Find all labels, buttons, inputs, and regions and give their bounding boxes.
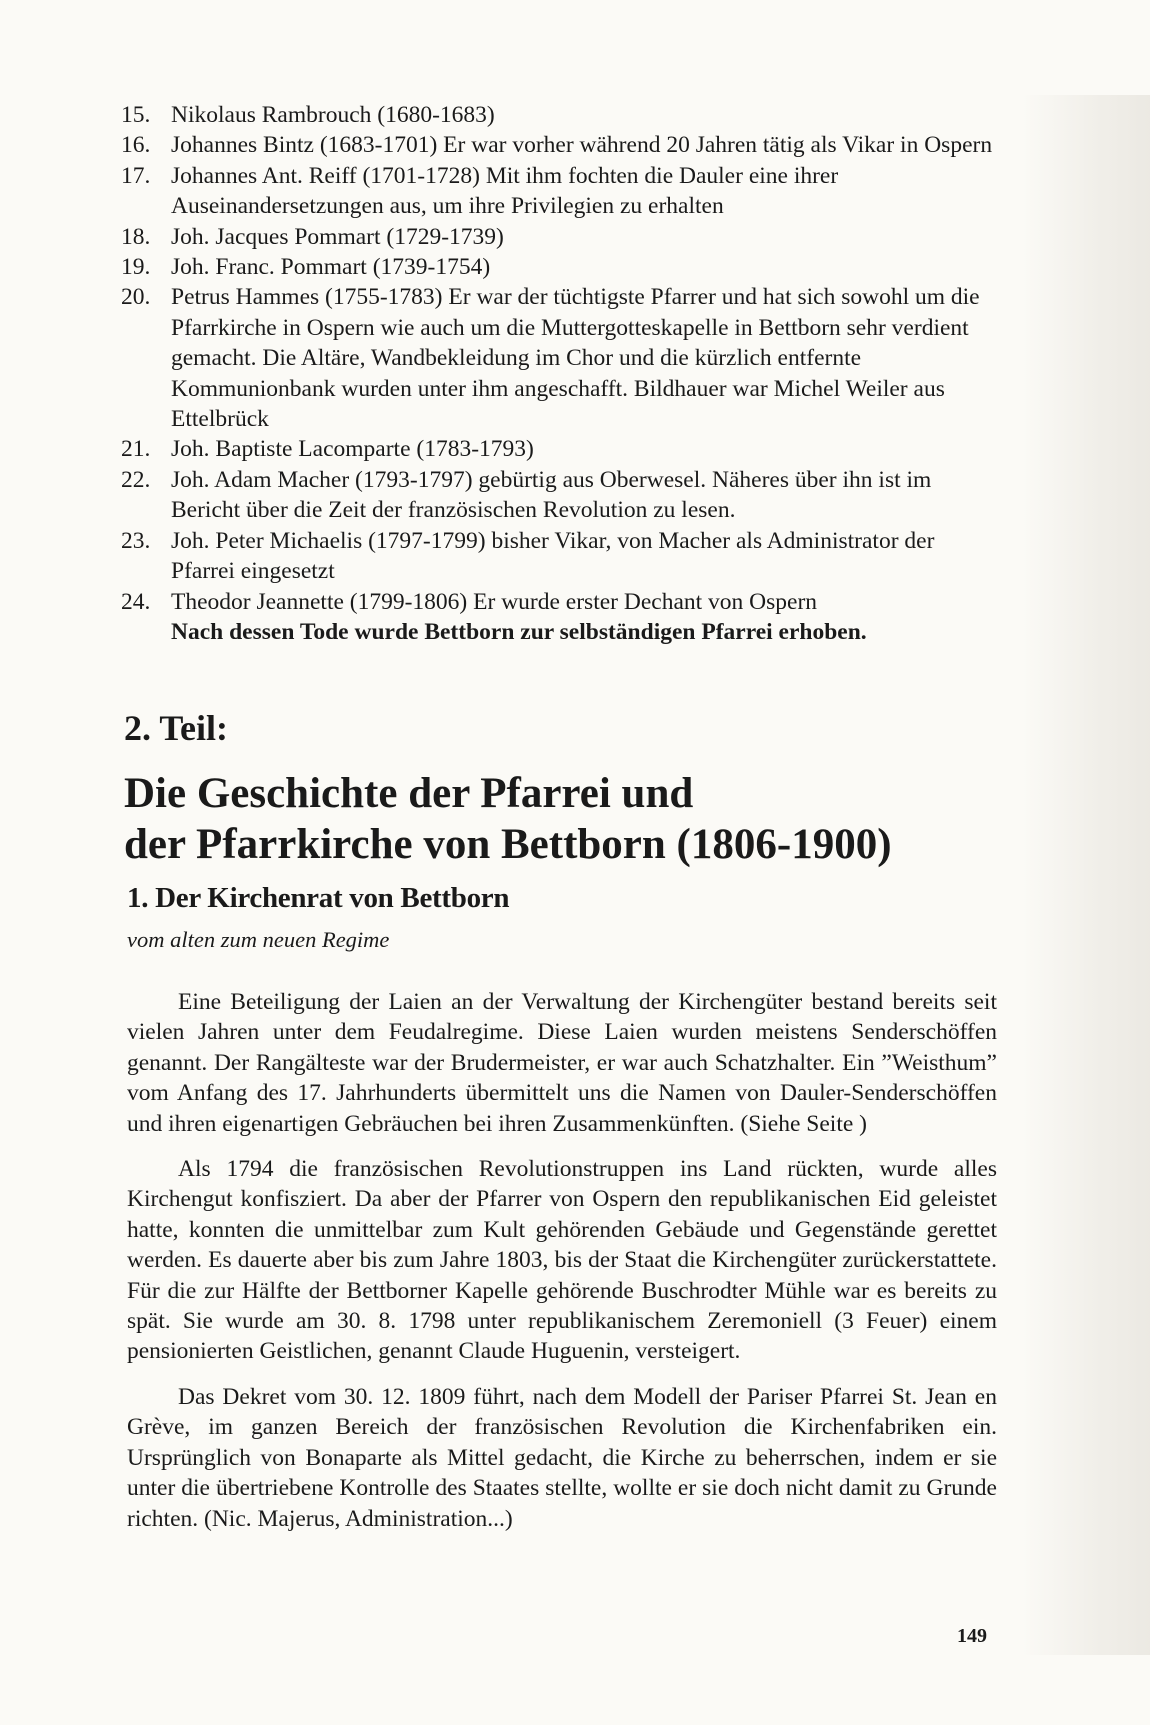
list-item-bold-note: Nach dessen Tode wurde Bettborn zur selbständigen Pfarrei erhoben. xyxy=(171,618,867,645)
list-item-number: 22. xyxy=(121,466,151,493)
list-item-text: Joh. Baptiste Lacomparte (1783-1793) xyxy=(171,436,534,463)
list-item xyxy=(121,526,1001,587)
list-item xyxy=(121,587,1001,648)
body-text xyxy=(127,987,997,1549)
paragraph: Das Dekret vom 30. 12. 1809 führt, nach dem Modell der Pariser Pfarrei St. Jean en Grève, im ganzen Bereich der französischen Revolution die Kirchenfabriken ein. Ursprünglich von Bonaparte als Mittel gedacht, die Kirche zu beherrschen, indem er sie unter die übertriebene Kontrolle des Staates stellte, wollte er sie doch nicht damit zu Grunde richten. (Nic. Majerus, Administration...) xyxy=(127,1383,997,1532)
list-item xyxy=(121,282,1001,434)
list-item-number: 18. xyxy=(121,223,151,250)
list-item-text: Petrus Hammes (1755-1783) Er war der tüchtigste Pfarrer und hat sich sowohl um die Pfarrkirche in Ospern wie auch um die Muttergotteskapelle in Bettborn sehr verdient gemacht. Die Altäre, Wandbekleidung im Chor und die kürzlich entfernte Kommunionbank wurden unter ihm angeschafft. Bildhauer war Michel Weiler aus Ettelbrück xyxy=(171,284,980,433)
paragraph: Als 1794 die französischen Revolutionstruppen ins Land rückten, wurde alles Kirchengut konfisziert. Da aber der Pfarrer von Ospern den republikanischen Eid geleistet hatte, konnten die unmittelbar zum Kult gehörenden Gebäude und Gegenstände gerettet werden. Es dauerte aber bis zum Jahre 1803, bis der Staat die Kirchengüter zurückerstattete. Für die zur Hälfte der Bettborner Kapelle gehörende Buschrodter Mühle war es bereits zu spät. Sie wurde am 30. 8. 1798 unter republikanischem Zeremoniell (3 Feuer) einem pensionierten Geistlichen, genannt Claude Huguenin, versteigert. xyxy=(127,1156,997,1365)
list-item-text: Joh. Franc. Pommart (1739-1754) xyxy=(171,254,491,281)
list-item-text: Joh. Peter Michaelis (1797-1799) bisher Vikar, von Macher als Administrator der Pfarrei eingesetzt xyxy=(171,527,935,585)
list-item xyxy=(121,100,1001,130)
list-item-number: 21. xyxy=(121,436,151,463)
list-item-number: 16. xyxy=(121,132,151,159)
list-item xyxy=(121,465,1001,526)
pastor-list xyxy=(121,100,1001,647)
list-item xyxy=(121,130,1001,160)
facing-page-bleed xyxy=(1022,95,1150,1655)
page-number: 149 xyxy=(957,1625,987,1647)
section-subtitle: vom alten zum neuen Regime xyxy=(127,927,390,952)
list-item-number: 24. xyxy=(121,588,151,615)
list-item-content xyxy=(171,587,1001,648)
list-item-number: 15. xyxy=(121,102,151,128)
list-item-text: Johannes Bintz (1683-1701) Er war vorher während 20 Jahren tätig als Vikar in Ospern xyxy=(171,132,993,159)
list-item xyxy=(121,434,1001,464)
chapter-heading-line-1: Die Geschichte der Pfarrei und xyxy=(124,770,694,817)
list-item-text: Joh. Jacques Pommart (1729-1739) xyxy=(171,223,504,250)
list-item-number: 23. xyxy=(121,527,151,554)
list-item-text: Theodor Jeannette (1799-1806) Er wurde erster Dechant von Ospern xyxy=(171,588,818,615)
list-item-text: Joh. Adam Macher (1793-1797) gebürtig aus Oberwesel. Näheres über ihn ist im Bericht über die Zeit der französischen Revolution zu lesen. xyxy=(171,466,932,524)
chapter-heading xyxy=(124,768,1024,870)
section-title: 1. Der Kirchenrat von Bettborn xyxy=(127,882,510,914)
list-item xyxy=(121,222,1001,252)
list-item-number: 20. xyxy=(121,284,151,311)
list-item-number: 17. xyxy=(121,162,151,189)
list-item-number: 19. xyxy=(121,254,151,281)
list-item-text: Nikolaus Rambrouch (1680-1683) xyxy=(171,102,495,128)
list-item xyxy=(121,161,1001,222)
list-item xyxy=(121,252,1001,282)
part-label: 2. Teil: xyxy=(124,708,229,748)
chapter-heading-line-2: der Pfarrkirche von Bettborn (1806-1900) xyxy=(124,821,892,868)
list-item-text: Johannes Ant. Reiff (1701-1728) Mit ihm fochten die Dauler eine ihrer Auseinandersetzungen aus, um ihre Privilegien zu erhalten xyxy=(171,162,839,220)
paragraph: Eine Beteiligung der Laien an der Verwaltung der Kirchengüter bestand bereits seit vielen Jahren unter dem Feudalregime. Diese Laien wurden meistens Senderschöffen genannt. Der Rangälteste war der Brudermeister, er war auch Schatzhalter. Ein ”Weisthum” vom Anfang des 17. Jahrhunderts übermittelt uns die Namen von Dauler-Senderschöffen und ihren eigenartigen Gebräuchen bei ihren Zusammenkünften. (Siehe Seite ) xyxy=(127,989,997,1137)
